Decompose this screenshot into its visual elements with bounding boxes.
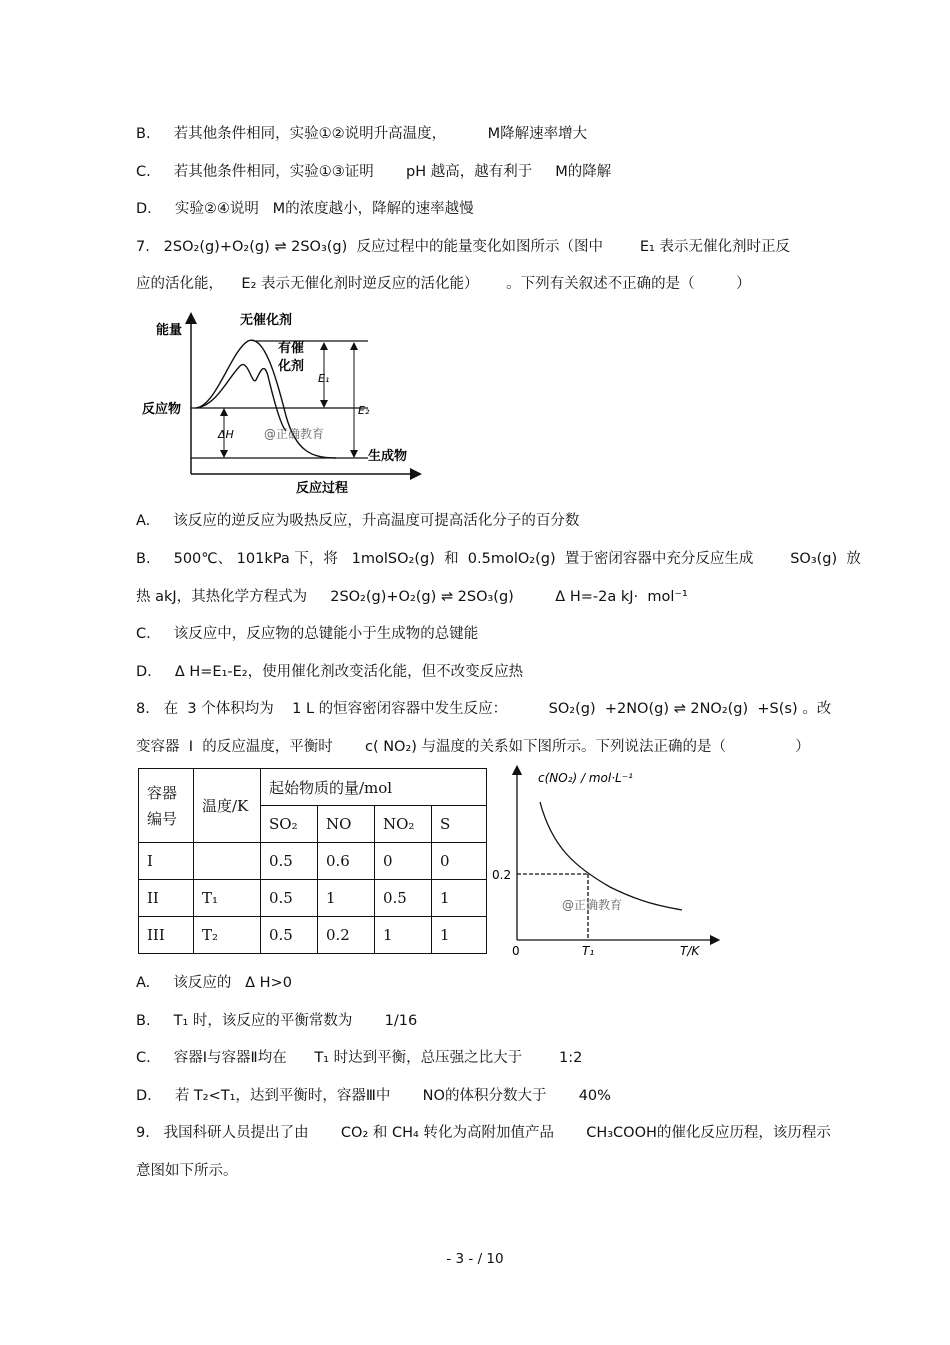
initial-amount-table xyxy=(138,768,487,954)
table-cell: 1 xyxy=(318,880,375,917)
header-species: NO xyxy=(318,806,375,843)
page-number: - 3 - / 10 xyxy=(446,1251,504,1267)
table-cell: 0 xyxy=(432,843,487,880)
option-a-q8: A. 该反应的 Δ H>0 xyxy=(136,975,292,991)
table-cell: III xyxy=(139,917,194,954)
option-b-q8: B. T₁ 时，该反应的平衡常数为 1/16 xyxy=(136,1013,418,1029)
table-cell: I xyxy=(139,843,194,880)
table-row xyxy=(139,843,487,880)
header-temp: 温度/K xyxy=(194,769,261,843)
table-cell: 0.5 xyxy=(261,880,318,917)
no-catalyst-label: 无催化剂 xyxy=(240,313,293,328)
table-cell xyxy=(194,843,261,880)
table-cell: II xyxy=(139,880,194,917)
question-8-line-1: 8. 在 3 个体积均为 1 L 的恒容密闭容器中发生反应： SO₂(g) +2NO(g) ⇌ 2NO₂(g) +S(s) 。改 xyxy=(136,701,832,717)
option-a-q7: A. 该反应的逆反应为吸热反应，升高温度可提高活化分子的百分数 xyxy=(136,513,580,529)
header-container-2: 编号 xyxy=(147,809,178,828)
catalyst-label-1: 有催 xyxy=(278,341,305,356)
table-row xyxy=(139,917,487,954)
question-9-line-1: 9. 我国科研人员提出了由 CO₂ 和 CH₄ 转化为高附加值产品 CH₃COOH的催化反应历程，该历程示 xyxy=(136,1125,831,1141)
energy-profile-diagram xyxy=(136,306,426,498)
option-c-q8: C. 容器Ⅰ与容器Ⅱ均在 T₁ 时达到平衡，总压强之比大于 1:2 xyxy=(136,1050,583,1066)
table-cell: 0.5 xyxy=(261,843,318,880)
graph-y-label: c(NO₂) / mol·L⁻¹ xyxy=(538,771,633,785)
table-cell: 0.6 xyxy=(318,843,375,880)
x-axis-label: 反应过程 xyxy=(296,481,349,496)
header-species: NO₂ xyxy=(375,806,432,843)
table-row xyxy=(139,880,487,917)
header-container xyxy=(139,769,194,843)
graph-x-label: T/K xyxy=(680,944,700,958)
y-axis-label: 能量 xyxy=(156,323,183,338)
option-c-q6: C. 若其他条件相同，实验①③证明 pH 越高，越有利于 M的降解 xyxy=(136,164,612,180)
table-cell: T₁ xyxy=(194,880,261,917)
e2-label: E₂ xyxy=(358,404,370,417)
option-b-q7-line-2: 热 akJ，其热化学方程式为 2SO₂(g)+O₂(g) ⇌ 2SO₃(g) Δ H=-2a kJ· mol⁻¹ xyxy=(136,589,688,605)
table-cell: 0.5 xyxy=(375,880,432,917)
delta-h-label: ΔH xyxy=(218,428,234,441)
option-d-q8: D. 若 T₂<T₁，达到平衡时，容器Ⅲ中 NO的体积分数大于 40% xyxy=(136,1088,611,1104)
question-7-line-2: 应的活化能， E₂ 表示无催化剂时逆反应的活化能） 。下列有关叙述不正确的是（ ） xyxy=(136,276,751,292)
table-cell: 0.2 xyxy=(318,917,375,954)
table-cell: 1 xyxy=(375,917,432,954)
reactant-label: 反应物 xyxy=(142,402,182,417)
graph-y-mark: 0.2 xyxy=(492,868,512,882)
option-b-q7-line-1: B. 500℃、 101kPa 下，将 1molSO₂(g) 和 0.5molO₂(g) 置于密闭容器中充分反应生成 SO₃(g) 放 xyxy=(136,551,861,567)
option-d-q6: D. 实验②④说明 M的浓度越小，降解的速率越慢 xyxy=(136,201,474,217)
question-8-line-2: 变容器 I 的反应温度，平衡时 c( NO₂) 与温度的关系如下图所示。下列说法正确的是（ ） xyxy=(136,739,810,755)
table-cell: T₂ xyxy=(194,917,261,954)
option-b-q6: B. 若其他条件相同，实验①②说明升高温度， M降解速率增大 xyxy=(136,126,588,142)
graph-watermark: @正确教育 xyxy=(562,898,623,912)
question-7-line-1: 7. 2SO₂(g)+O₂(g) ⇌ 2SO₃(g) 反应过程中的能量变化如图所示（图中 E₁ 表示无催化剂时正反 xyxy=(136,239,790,255)
header-amount: 起始物质的量/mol xyxy=(261,769,487,806)
graph-origin: 0 xyxy=(512,944,520,958)
table-cell: 0 xyxy=(375,843,432,880)
table-cell: 1 xyxy=(432,917,487,954)
table-cell: 0.5 xyxy=(261,917,318,954)
watermark: @正确教育 xyxy=(264,427,325,441)
question-9-line-2: 意图如下所示。 xyxy=(136,1163,238,1179)
concentration-temperature-graph xyxy=(490,762,720,962)
option-c-q7: C. 该反应中，反应物的总键能小于生成物的总键能 xyxy=(136,626,479,642)
header-container-1: 容器 xyxy=(147,783,178,802)
catalyst-label-2: 化剂 xyxy=(278,359,305,374)
table-cell: 1 xyxy=(432,880,487,917)
header-species: SO₂ xyxy=(261,806,318,843)
header-species: S xyxy=(432,806,487,843)
graph-x-mark: T₁ xyxy=(582,944,595,958)
option-d-q7: D. Δ H=E₁-E₂，使用催化剂改变活化能，但不改变反应热 xyxy=(136,664,524,680)
product-label: 生成物 xyxy=(368,449,408,464)
e1-label: E₁ xyxy=(318,372,330,385)
